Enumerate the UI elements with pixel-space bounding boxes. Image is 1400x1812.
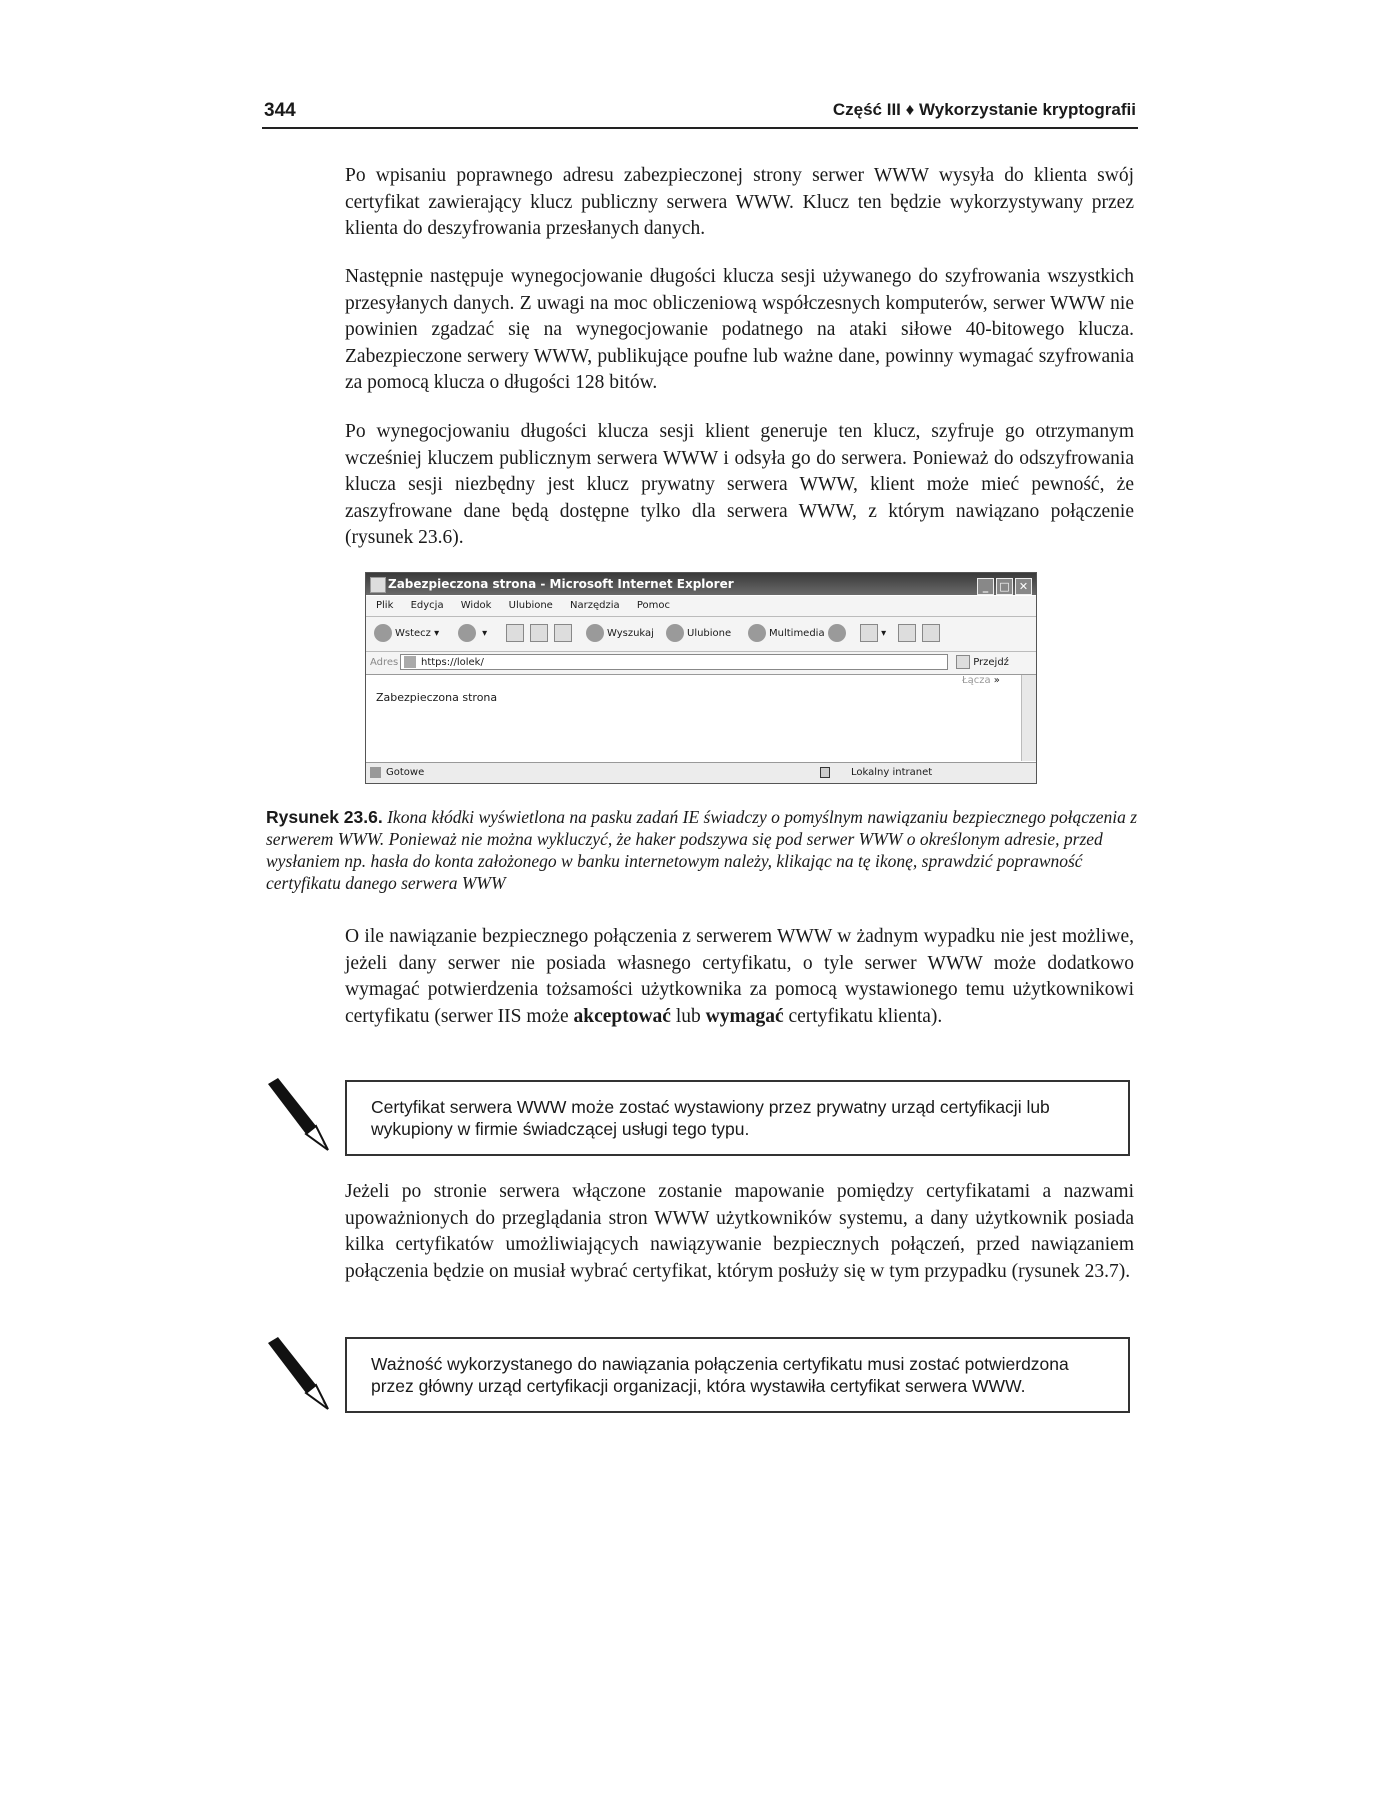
maximize-icon[interactable]: □ (996, 578, 1013, 595)
refresh-button[interactable] (530, 624, 548, 644)
media-label: Multimedia (769, 628, 825, 639)
menu-tools[interactable]: Narzędzia (570, 600, 620, 611)
paragraph-5: Jeżeli po stronie serwera włączone zostanie mapowanie pomiędzy certyfikatami a nazwami upoważnionych do przeglądania stron WWW użytkowników systemu, a dany użytkownik posiada kilka certyfikatów umożliwiających nawiązywanie bezpiecznych połączeń, przed nawiązaniem połączenia będzie on musiał wybrać certyfikat, którym posłuży się w tym przypadku (rysunek 23.7). (345, 1181, 1134, 1282)
go-arrow-icon (956, 655, 970, 669)
favorites-label: Ulubione (687, 628, 732, 639)
paragraph-4-text: certyfikatu klienta). (783, 1005, 943, 1027)
search-label: Wyszukaj (607, 628, 654, 639)
search-icon (586, 624, 604, 642)
close-icon[interactable]: ✕ (1015, 578, 1032, 595)
pencil-note-icon (266, 1337, 330, 1411)
address-url: https://lolek/ (421, 657, 484, 668)
favorites-button[interactable] (666, 624, 731, 644)
forward-button[interactable]: ▾ (458, 624, 487, 644)
paragraph-3: Po wynegocjowaniu długości klucza sesji klient generuje ten klucz, szyfruje go otrzymanym wcześniej kluczem publicznym serwera WWW i odsyła go do serwera. Ponieważ do odszyfrowania klucza sesji niezbędny jest klucz prywatny serwera WWW, klient może mieć pewność, że zaszyfrowane dane będą dostępne tylko dla serwera WWW, z którym nawiązano połączenie (rysunek 23.6). (345, 421, 1134, 548)
refresh-icon (530, 624, 548, 642)
pencil-note-icon (266, 1078, 330, 1152)
status-ready: Gotowe (386, 767, 425, 778)
menu-view[interactable]: Widok (460, 600, 492, 611)
note-2-text: Ważność wykorzystanego do nawiązania połączenia certyfikatu musi zostać potwierdzona przez główny urząd certyfikacji organizacji, która wystawiła certyfikat serwera WWW. (371, 1354, 1069, 1396)
media-icon (748, 624, 766, 642)
history-button[interactable] (828, 624, 849, 644)
mail-icon (860, 624, 878, 642)
status-page-icon (370, 767, 381, 778)
address-label: Adres (370, 657, 399, 668)
caption-text: Ikona kłódki wyświetlona na pasku zadań IE świadczy o pomyślnym nawiązaniu bezpiecznego połączenia z serwerem WWW. Ponieważ nie można wykluczyć, że haker podszywa się pod serwer WWW o określonym adresie, przed wysłaniem np. hasła do konta założonego w banku internetowym należy, klikając na tę ikonę, sprawdzić poprawność certyfikatu danego serwera WWW (266, 807, 1138, 893)
security-zone: Lokalny intranet (851, 767, 933, 778)
page-content (366, 675, 1022, 761)
window-title: Zabezpieczona strona - Microsoft Internet Explorer (388, 577, 734, 591)
go-label: Przejdź (973, 657, 1009, 668)
note-box-1 (345, 1080, 1130, 1156)
back-arrow-icon (374, 624, 392, 642)
paragraph-4 (345, 924, 1134, 1030)
menu-bar (366, 596, 1036, 617)
menu-edit[interactable]: Edycja (410, 600, 444, 611)
paragraph-1: Po wpisaniu poprawnego adresu zabezpieczonej strony serwer WWW wysyła do klienta swój certyfikat zawierający klucz publiczny serwera WWW. Klucz ten będzie wykorzystywany przez klienta do deszyfrowania przesłanych danych. (345, 165, 1134, 239)
vertical-scrollbar[interactable] (1021, 675, 1036, 761)
print-button[interactable] (898, 624, 916, 644)
paragraph-4-text: O ile nawiązanie bezpiecznego połączenia z serwerem WWW w żadnym wypadku nie jest możliwe, jeżeli dany serwer nie posiada własnego certyfikatu, o tyle serwer WWW może dodatkowo wymagać potwierdzenia tożsamości użytkownika za pomocą wystawionego temu użytkownikowi certyfikatu (serwer IIS może (345, 926, 1134, 1027)
home-icon (554, 624, 572, 642)
go-button[interactable]: Przejdź Łącza » (956, 654, 1036, 690)
section-title: Część III ♦ Wykorzystanie kryptografii (832, 100, 1136, 119)
menu-help[interactable]: Pomoc (636, 600, 670, 611)
edit-icon (922, 624, 940, 642)
page-header (262, 100, 1138, 130)
minimize-icon[interactable]: _ (977, 578, 994, 595)
page-text: Zabezpieczona strona (376, 691, 498, 704)
menu-favorites[interactable]: Ulubione (508, 600, 553, 611)
window-titlebar (366, 573, 1036, 595)
toolbar (366, 617, 1036, 652)
paragraph-2: Następnie następuje wynegocjowanie długości klucza sesji używanego do szyfrowania wszystkich przesyłanych danych. Z uwagi na moc obliczeniową współczesnych komputerów, serwer WWW nie powinien zgadzać się na wynegocjowanie podatnego na ataki siłowe 40-bitowego klucza. Zabezpieczone serwery WWW, publikujące poufne lub ważne dane, powinny wymagać szyfrowania za pomocą klucza o długości 128 bitów. (345, 266, 1134, 393)
note-1-text: Certyfikat serwera WWW może zostać wystawiony przez prywatny urząd certyfikacji lub wykupiony w firmie świadczącej usługi tego typu. (371, 1097, 1050, 1139)
header-rule (262, 127, 1138, 129)
forward-arrow-icon (458, 624, 476, 642)
padlock-icon[interactable] (820, 767, 830, 778)
status-bar (366, 762, 1036, 783)
edit-button[interactable] (922, 624, 940, 644)
history-icon (828, 624, 846, 642)
page-icon (404, 656, 416, 668)
paragraph-4-text: lub (670, 1005, 706, 1027)
print-icon (898, 624, 916, 642)
back-label: Wstecz (395, 628, 431, 639)
ie-app-icon (370, 577, 386, 593)
bold-require: wymagać (705, 1005, 784, 1027)
browser-screenshot-figure (365, 572, 1037, 784)
stop-icon (506, 624, 524, 642)
menu-file[interactable]: Plik (376, 600, 394, 611)
bold-accept: akceptować (573, 1005, 671, 1027)
address-bar (366, 652, 1036, 686)
caption-label: Rysunek 23.6. (266, 807, 383, 827)
search-button[interactable] (586, 624, 654, 644)
back-button[interactable]: Wstecz ▾ (374, 624, 439, 644)
media-button[interactable] (748, 624, 825, 644)
star-icon (666, 624, 684, 642)
address-input[interactable] (400, 654, 948, 670)
mail-button[interactable]: ▾ (860, 624, 886, 644)
home-button[interactable] (554, 624, 572, 644)
figure-caption (266, 806, 1146, 894)
stop-button[interactable] (506, 624, 524, 644)
links-label[interactable]: Łącza (962, 675, 991, 686)
page-number: 344 (264, 100, 296, 121)
note-box-2 (345, 1337, 1130, 1413)
